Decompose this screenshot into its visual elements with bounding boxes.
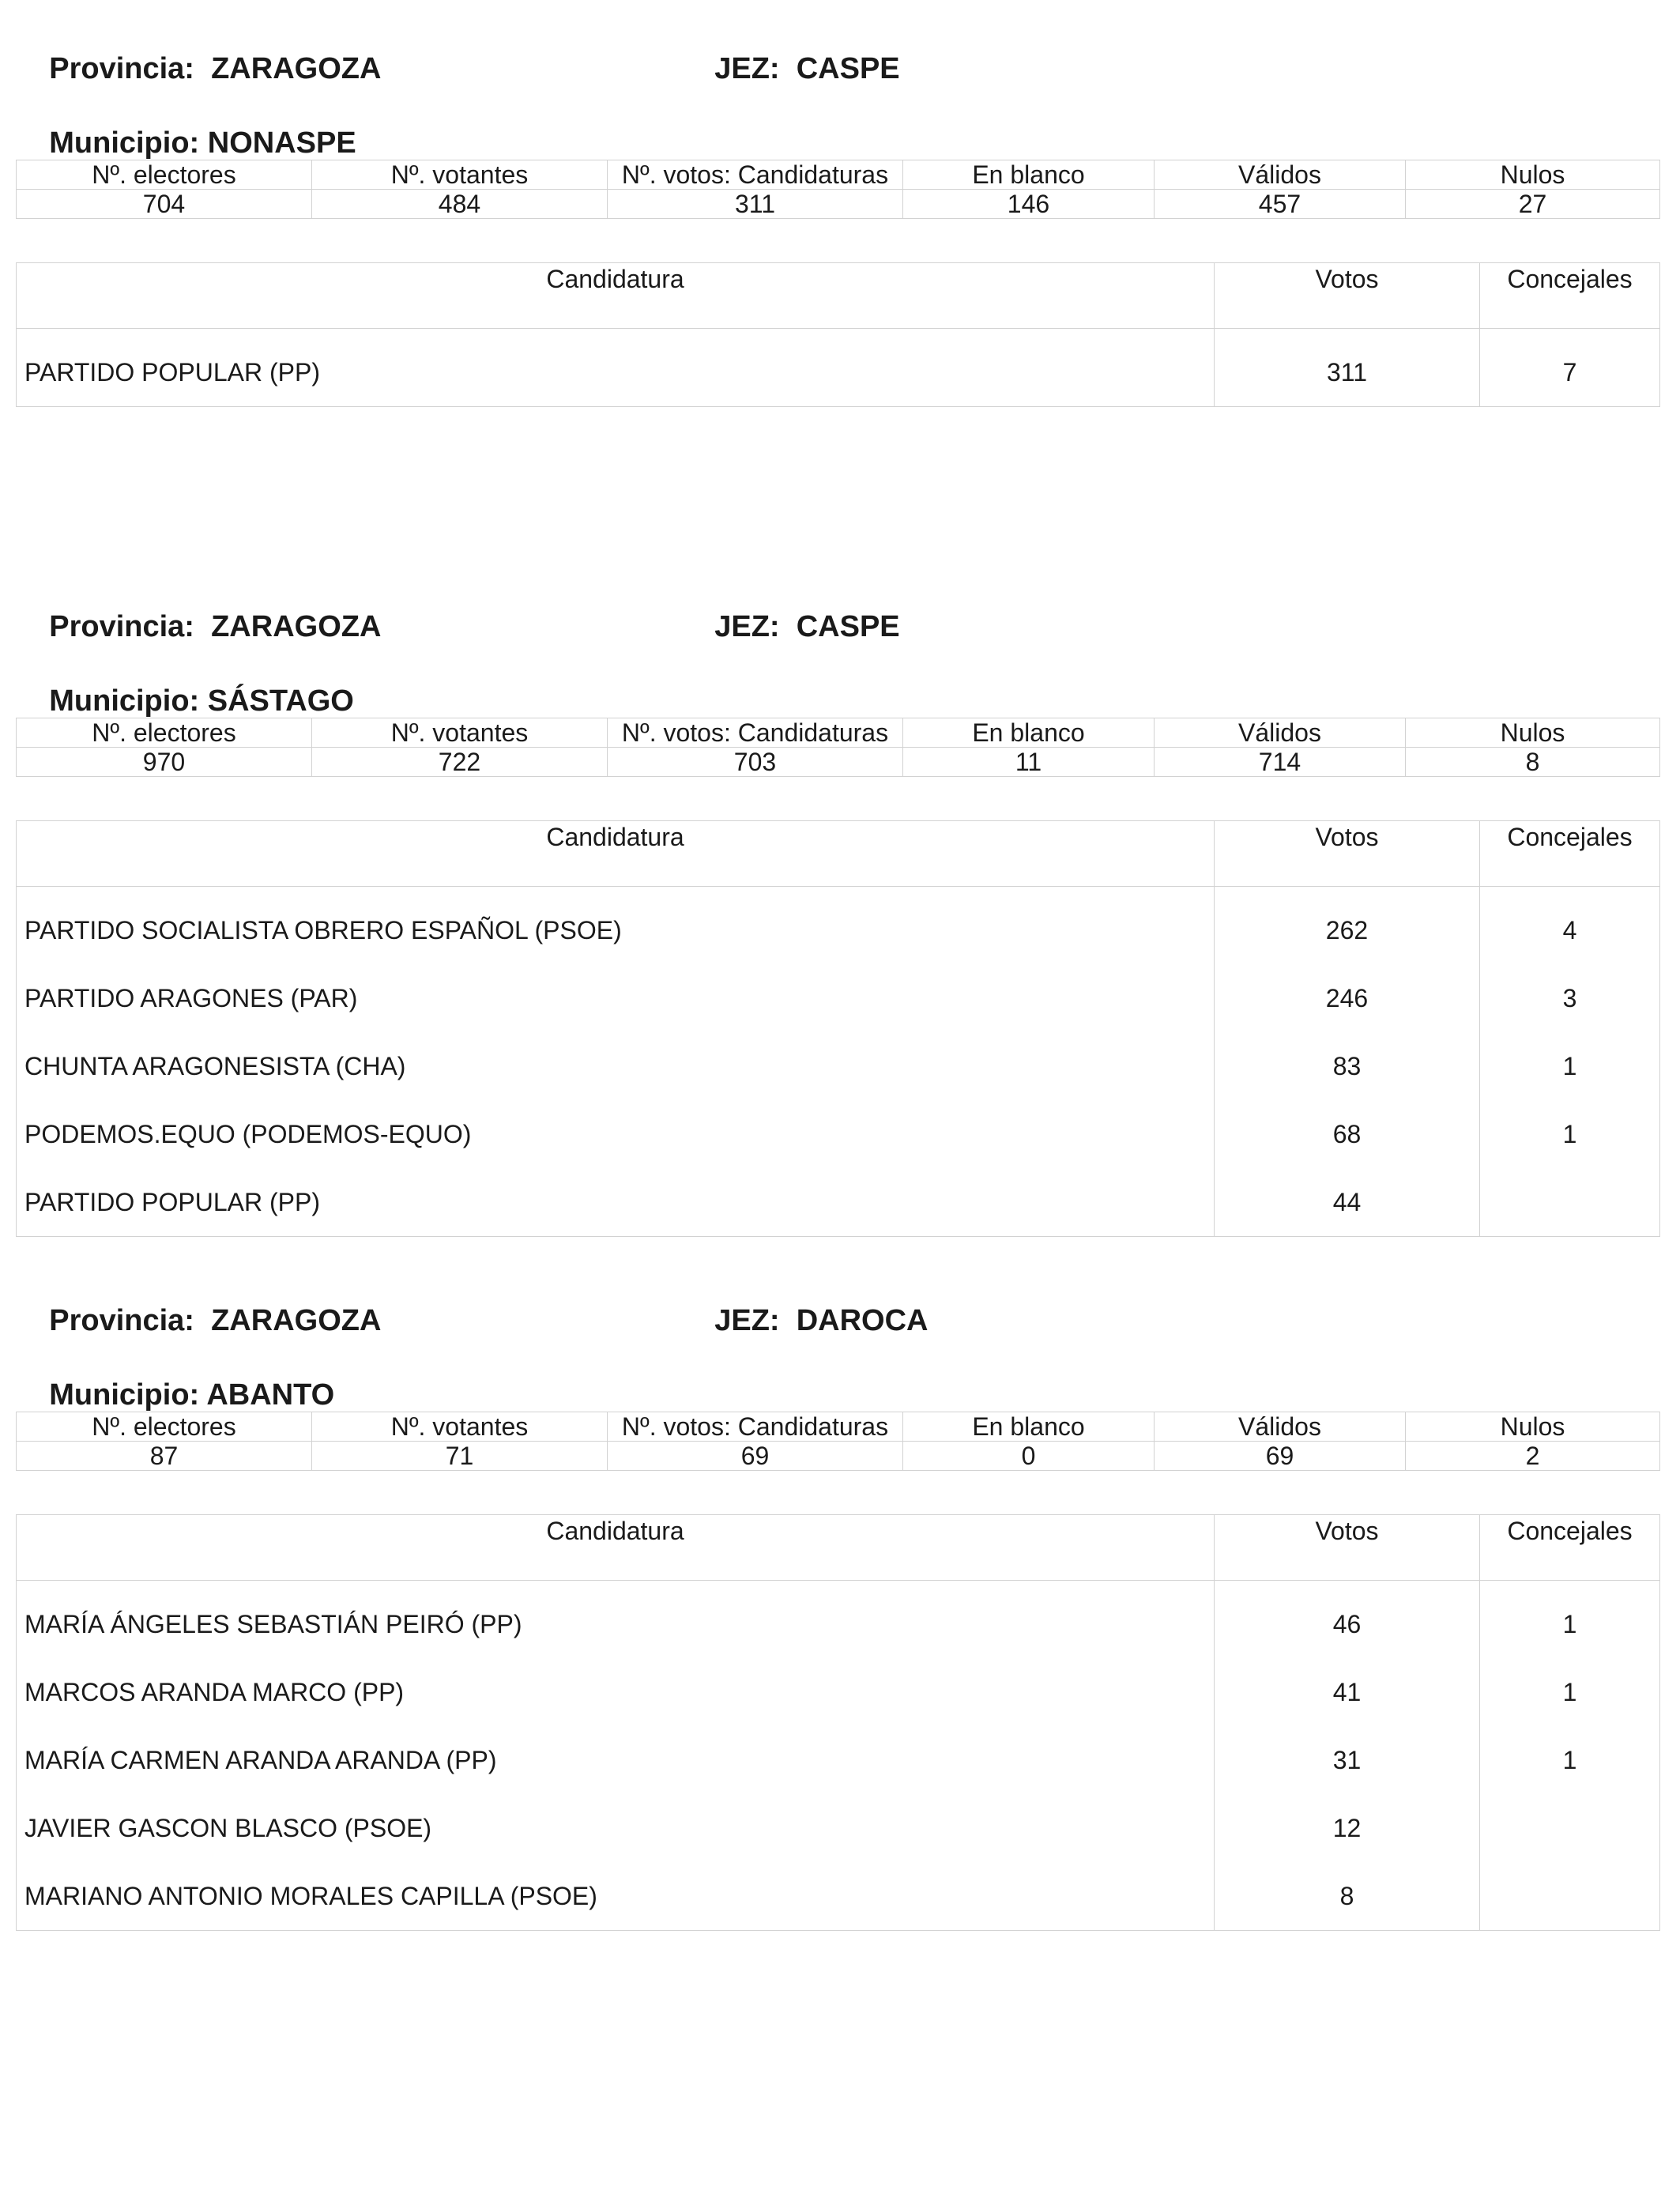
col-concejales-header: Concejales (1480, 1515, 1660, 1581)
summary-value-votantes: 722 (312, 748, 608, 777)
jez-label: JEZ: (714, 52, 780, 85)
summary-header-nulos: Nulos (1406, 718, 1660, 748)
candidaturas-body (17, 887, 1660, 1237)
candidatura-concejales (1480, 1168, 1659, 1236)
candidatura-name: MARÍA ÁNGELES SEBASTIÁN PEIRÓ (PP) (24, 1610, 522, 1638)
summary-value-en-blanco: 11 (903, 748, 1155, 777)
candidatura-votos: 83 (1332, 1052, 1362, 1080)
provincia-label: Provincia: (49, 1304, 194, 1337)
summary-header-nulos: Nulos (1406, 1412, 1660, 1442)
jez-label: JEZ: (714, 610, 780, 643)
summary-header-votantes: Nº. votantes (312, 1412, 608, 1442)
municipio-label: Municipio: (49, 684, 200, 718)
candidatura-names-cell (17, 887, 1215, 1237)
candidaturas-body (17, 329, 1660, 407)
candidaturas-table (16, 820, 1660, 1237)
candidatura-votos: 46 (1332, 1610, 1362, 1638)
concejales-cell (1480, 1581, 1660, 1931)
municipio-label: Municipio: (49, 1378, 200, 1412)
summary-header-row (17, 718, 1660, 748)
candidaturas-table (16, 1514, 1660, 1931)
summary-value-votos-candidaturas: 311 (608, 190, 903, 219)
summary-value-validos: 457 (1155, 190, 1406, 219)
summary-value-votantes: 71 (312, 1442, 608, 1471)
candidatura-votos: 68 (1332, 1120, 1362, 1148)
municipio-value: SÁSTAGO (207, 684, 354, 718)
jez-heading (681, 1266, 929, 1375)
candidatura-votos: 262 (1325, 916, 1369, 944)
candidatura-concejales (1480, 1862, 1659, 1930)
candidatura-votos: 31 (1332, 1746, 1362, 1774)
candidatura-concejales: 4 (1562, 916, 1577, 944)
jez-value: CASPE (796, 52, 900, 85)
candidaturas-header-row (17, 263, 1660, 329)
col-votos-header: Votos (1215, 263, 1480, 329)
summary-value-electores: 970 (17, 748, 312, 777)
candidatura-name: PARTIDO POPULAR (PP) (24, 358, 320, 386)
candidatura-votos: 246 (1325, 984, 1369, 1012)
candidatura-concejales: 1 (1562, 1746, 1577, 1774)
municipio-value: NONASPE (207, 126, 356, 160)
candidatura-name: MARCOS ARANDA MARCO (PP) (24, 1678, 405, 1706)
col-candidatura-header: Candidatura (17, 263, 1215, 329)
votos-cell (1215, 887, 1480, 1237)
summary-header-electores: Nº. electores (17, 1412, 312, 1442)
summary-header-en-blanco: En blanco (903, 160, 1155, 190)
concejales-cell (1480, 887, 1660, 1237)
candidatura-votos: 41 (1332, 1678, 1362, 1706)
summary-header-validos: Válidos (1155, 160, 1406, 190)
candidatura-name: PARTIDO ARAGONES (PAR) (24, 984, 358, 1012)
candidatura-votos: 311 (1326, 358, 1367, 386)
provincia-value: ZARAGOZA (211, 610, 382, 643)
candidatura-names-cell (17, 329, 1215, 407)
col-concejales-header: Concejales (1480, 821, 1660, 887)
summary-value-row (17, 1442, 1660, 1471)
candidatura-name: MARIANO ANTONIO MORALES CAPILLA (PSOE) (24, 1882, 597, 1910)
provincia-label: Provincia: (49, 610, 194, 643)
candidaturas-header-row (17, 1515, 1660, 1581)
summary-header-votos-candidaturas: Nº. votos: Candidaturas (608, 1412, 903, 1442)
summary-header-votos-candidaturas: Nº. votos: Candidaturas (608, 160, 903, 190)
summary-value-votos-candidaturas: 703 (608, 748, 903, 777)
summary-value-validos: 714 (1155, 748, 1406, 777)
summary-table (16, 1412, 1660, 1471)
col-concejales-header: Concejales (1480, 263, 1660, 329)
summary-header-votantes: Nº. votantes (312, 160, 608, 190)
summary-value-electores: 704 (17, 190, 312, 219)
municipio-value: ABANTO (206, 1378, 335, 1412)
summary-value-en-blanco: 146 (903, 190, 1155, 219)
candidatura-concejales: 1 (1562, 1678, 1577, 1706)
candidatura-name: JAVIER GASCON BLASCO (PSOE) (24, 1814, 432, 1842)
candidatura-name: PARTIDO SOCIALISTA OBRERO ESPAÑOL (PSOE) (24, 916, 622, 944)
summary-header-row (17, 160, 1660, 190)
summary-value-validos: 69 (1155, 1442, 1406, 1471)
candidatura-name: PODEMOS.EQUO (PODEMOS-EQUO) (24, 1120, 472, 1148)
summary-table (16, 160, 1660, 219)
summary-value-en-blanco: 0 (903, 1442, 1155, 1471)
candidatura-votos: 8 (1339, 1882, 1354, 1910)
summary-value-nulos: 27 (1406, 190, 1660, 219)
municipio-label: Municipio: (49, 126, 200, 160)
summary-value-nulos: 8 (1406, 748, 1660, 777)
summary-value-electores: 87 (17, 1442, 312, 1471)
candidatura-name: MARÍA CARMEN ARANDA ARANDA (PP) (24, 1746, 497, 1774)
provincia-value: ZARAGOZA (211, 52, 382, 85)
summary-value-row (17, 190, 1660, 219)
candidatura-concejales: 1 (1562, 1052, 1577, 1080)
jez-value: CASPE (796, 610, 900, 643)
candidaturas-header-row (17, 821, 1660, 887)
candidatura-concejales (1480, 1794, 1659, 1862)
summary-value-votantes: 484 (312, 190, 608, 219)
candidatura-votos: 12 (1332, 1814, 1362, 1842)
summary-header-validos: Válidos (1155, 1412, 1406, 1442)
candidatura-concejales: 3 (1562, 984, 1577, 1012)
summary-header-nulos: Nulos (1406, 160, 1660, 190)
summary-value-row (17, 748, 1660, 777)
candidaturas-body (17, 1581, 1660, 1931)
summary-header-en-blanco: En blanco (903, 718, 1155, 748)
summary-table (16, 718, 1660, 777)
candidatura-name: PARTIDO POPULAR (PP) (24, 1188, 320, 1216)
votos-cell (1215, 329, 1480, 407)
summary-header-electores: Nº. electores (17, 718, 312, 748)
candidatura-name: CHUNTA ARAGONESISTA (CHA) (24, 1052, 406, 1080)
provincia-label: Provincia: (49, 52, 194, 85)
summary-value-votos-candidaturas: 69 (608, 1442, 903, 1471)
candidatura-concejales: 7 (1562, 358, 1577, 386)
col-votos-header: Votos (1215, 1515, 1480, 1581)
candidatura-concejales: 1 (1562, 1120, 1577, 1148)
concejales-cell (1480, 329, 1660, 407)
col-votos-header: Votos (1215, 821, 1480, 887)
summary-header-en-blanco: En blanco (903, 1412, 1155, 1442)
jez-label: JEZ: (714, 1304, 780, 1337)
votos-cell (1215, 1581, 1480, 1931)
candidatura-votos: 44 (1332, 1188, 1362, 1216)
summary-header-row (17, 1412, 1660, 1442)
col-candidatura-header: Candidatura (17, 821, 1215, 887)
jez-heading (681, 14, 900, 123)
summary-header-validos: Válidos (1155, 718, 1406, 748)
summary-header-votos-candidaturas: Nº. votos: Candidaturas (608, 718, 903, 748)
summary-value-nulos: 2 (1406, 1442, 1660, 1471)
candidatura-concejales: 1 (1562, 1610, 1577, 1638)
jez-heading (681, 572, 900, 681)
jez-value: DAROCA (796, 1304, 929, 1337)
summary-header-votantes: Nº. votantes (312, 718, 608, 748)
candidatura-names-cell (17, 1581, 1215, 1931)
provincia-value: ZARAGOZA (211, 1304, 382, 1337)
col-candidatura-header: Candidatura (17, 1515, 1215, 1581)
summary-header-electores: Nº. electores (17, 160, 312, 190)
candidaturas-table (16, 262, 1660, 407)
